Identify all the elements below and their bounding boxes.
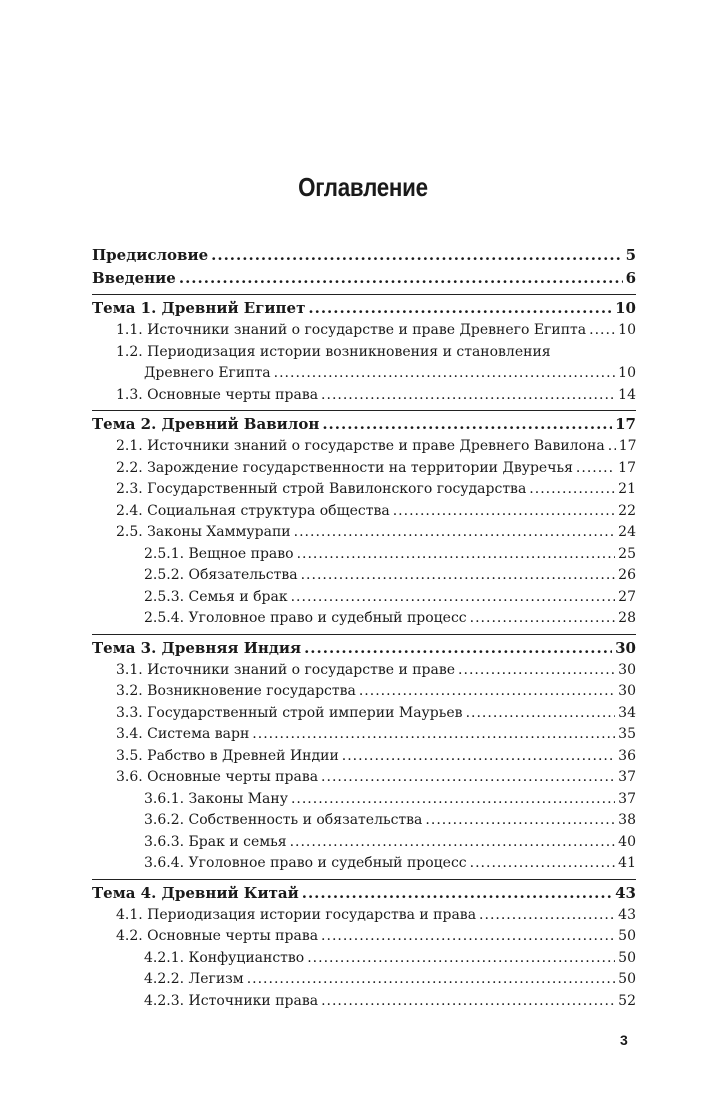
toc-entry-label: 4.2.2. Легизм — [144, 971, 244, 987]
toc-entry-topic-4[interactable] — [92, 882, 636, 905]
toc-entry-2-5-4[interactable] — [92, 608, 636, 630]
toc-entry-preface[interactable] — [92, 244, 636, 267]
dot-leader — [179, 267, 623, 290]
toc-entry-page: 50 — [618, 949, 636, 966]
dot-leader — [425, 810, 615, 832]
dot-leader — [470, 853, 616, 875]
toc-entry-label: Древнего Египта — [144, 365, 271, 381]
page-number: 3 — [620, 1032, 628, 1048]
dot-leader — [294, 522, 616, 544]
toc-entry-page: 10 — [618, 365, 636, 381]
toc-entry-page: 38 — [618, 812, 636, 828]
toc-entry-label: 4.1. Периодизация истории государства и права — [116, 906, 477, 923]
toc-entry-3-1[interactable] — [92, 660, 636, 682]
toc-entry-page: 17 — [615, 415, 636, 433]
toc-entry-4-2[interactable] — [92, 926, 636, 948]
toc-entry-page: 36 — [618, 747, 636, 764]
toc-entry-1-3[interactable] — [92, 385, 636, 407]
toc-entry-3-6-2[interactable] — [92, 810, 636, 832]
toc-entry-3-6[interactable] — [92, 767, 636, 789]
toc-entry-4-2-1[interactable] — [92, 948, 636, 970]
toc-entry-page: 43 — [618, 906, 636, 923]
dot-leader — [393, 501, 615, 523]
dot-leader — [359, 681, 615, 703]
dot-leader — [576, 458, 615, 480]
toc-entry-label: 3.1. Источники знаний о государстве и праве — [116, 661, 456, 678]
toc-entry-label: 3.2. Возникновение государства — [116, 683, 356, 699]
toc-entry-label: Введение — [92, 269, 176, 287]
toc-entry-3-4[interactable] — [92, 724, 636, 746]
dot-leader — [321, 991, 615, 1013]
toc-entry-label: 2.5.4. Уголовное право и судебный процесс — [144, 610, 467, 626]
toc-entry-2-2[interactable] — [92, 458, 636, 480]
toc-entry-label: Тема 3. Древняя Индия — [92, 638, 302, 657]
toc-entry-page: 24 — [618, 524, 636, 540]
toc-entry-1-2-continued[interactable] — [92, 363, 636, 385]
toc-entry-page: 27 — [618, 588, 636, 605]
toc-entry-page: 34 — [618, 704, 636, 721]
toc-entry-label: 2.1. Источники знаний о государстве и праве Древнего Вавилона — [116, 438, 605, 454]
toc-entry-page: 17 — [618, 438, 637, 454]
toc-entry-label: 3.6.1. Законы Ману — [144, 790, 288, 807]
dot-leader — [297, 544, 616, 566]
toc-entry-page: 22 — [618, 502, 636, 519]
dot-leader — [529, 479, 615, 501]
dot-leader — [307, 948, 615, 970]
toc-entry-label: 1.2. Периодизация истории возникновения и становления — [116, 343, 551, 360]
toc-entry-1-2[interactable] — [92, 342, 636, 364]
toc-entry-page: 37 — [618, 769, 636, 785]
dot-leader — [211, 244, 622, 267]
toc-entry-2-3[interactable] — [92, 479, 636, 501]
toc-front-matter — [92, 244, 636, 290]
dot-leader — [458, 660, 615, 682]
toc-entry-page: 41 — [618, 855, 636, 871]
toc-entry-label: 3.6.4. Уголовное право и судебный процесс — [144, 855, 467, 871]
toc-entry-2-1[interactable] — [92, 436, 636, 458]
dot-leader — [466, 703, 616, 725]
dot-leader — [342, 746, 615, 768]
toc-entry-2-4[interactable] — [92, 501, 636, 523]
toc-section-topic-3 — [92, 634, 636, 875]
toc-entry-page: 30 — [618, 683, 636, 699]
dot-leader — [301, 565, 616, 587]
toc-entry-label: 3.5. Рабство в Древней Индии — [116, 747, 339, 764]
toc-entry-page: 10 — [615, 299, 636, 317]
toc-entry-2-5-1[interactable] — [92, 544, 636, 566]
toc-entry-4-2-2[interactable] — [92, 969, 636, 991]
toc-entry-intro[interactable] — [92, 267, 636, 290]
toc-entry-label: 3.6.3. Брак и семья — [144, 833, 287, 850]
dot-leader — [291, 789, 615, 811]
toc-entry-label: Предисловие — [92, 246, 209, 264]
toc-entry-page: 35 — [618, 726, 636, 742]
dot-leader — [291, 587, 616, 609]
toc-entry-page: 21 — [618, 481, 636, 497]
toc-entry-page: 6 — [625, 269, 636, 287]
toc-entry-label: 2.5.2. Обязательства — [144, 567, 298, 583]
dot-leader — [322, 413, 612, 436]
toc-entry-3-6-1[interactable] — [92, 789, 636, 811]
toc-section-topic-1 — [92, 294, 636, 406]
page-title: Оглавление — [298, 172, 428, 202]
toc-entry-4-2-3[interactable] — [92, 991, 636, 1013]
toc-entry-label: 2.2. Зарождение государственности на территории Двуречья — [116, 459, 573, 476]
dot-leader — [290, 832, 616, 854]
toc-entry-label: Тема 2. Древний Вавилон — [92, 415, 320, 433]
dot-leader — [302, 882, 612, 905]
dot-leader — [321, 926, 615, 948]
toc-entry-page: 30 — [615, 638, 636, 657]
toc-entry-label: 4.2.3. Источники права — [144, 992, 319, 1009]
toc-entry-label: 3.3. Государственный строй империи Маурьев — [116, 704, 463, 721]
toc-section-topic-4 — [92, 879, 636, 1013]
toc-entry-label: 2.3. Государственный строй Вавилонского государства — [116, 481, 527, 497]
toc-entry-label: 3.4. Система варн — [116, 726, 250, 742]
dot-leader — [274, 363, 616, 385]
toc-entry-label: Тема 1. Древний Египет — [92, 299, 306, 317]
toc-entry-2-5-2[interactable] — [92, 565, 636, 587]
toc-entry-label: 2.5.1. Вещное право — [144, 545, 294, 562]
toc-entry-label: 3.6.2. Собственность и обязательства — [144, 812, 423, 828]
toc-entry-3-6-3[interactable] — [92, 832, 636, 854]
toc-entry-2-5[interactable] — [92, 522, 636, 544]
toc-entry-label: 2.4. Социальная структура общества — [116, 502, 390, 519]
dot-leader — [608, 436, 616, 458]
toc-entry-1-1[interactable] — [92, 320, 636, 342]
toc-entry-page: 14 — [618, 386, 636, 403]
dot-leader — [304, 637, 612, 660]
toc-entry-3-6-4[interactable] — [92, 853, 636, 875]
toc-entry-topic-3[interactable] — [92, 637, 636, 660]
toc-entry-page: 37 — [618, 790, 636, 807]
toc-entry-label: Тема 4. Древний Китай — [92, 883, 299, 902]
toc-entry-page: 52 — [618, 992, 636, 1009]
toc-entry-page: 30 — [618, 661, 636, 678]
toc-entry-page: 40 — [618, 833, 636, 850]
dot-leader — [247, 969, 615, 991]
toc-entry-2-5-3[interactable] — [92, 587, 636, 609]
toc-entry-topic-2[interactable] — [92, 413, 636, 436]
toc-entry-page: 50 — [618, 928, 636, 944]
toc-entry-label: 4.2.1. Конфуцианство — [144, 949, 305, 966]
toc-entry-topic-1[interactable] — [92, 297, 636, 320]
toc-section-topic-2 — [92, 410, 636, 630]
dot-leader — [308, 297, 612, 320]
toc-entry-3-3[interactable] — [92, 703, 636, 725]
dot-leader — [321, 767, 615, 789]
toc-entry-label: 2.5. Законы Хаммурапи — [116, 524, 291, 540]
toc-entry-page: 43 — [615, 883, 636, 902]
dot-leader — [321, 385, 615, 407]
toc-entry-page: 17 — [618, 459, 636, 476]
toc-entry-label: 4.2. Основные черты права — [116, 928, 319, 944]
toc-entry-label: 2.5.3. Семья и брак — [144, 588, 288, 605]
toc-entry-page: 26 — [618, 567, 636, 583]
toc-entry-3-5[interactable] — [92, 746, 636, 768]
toc-entry-page: 50 — [618, 971, 636, 987]
toc-entry-label: 1.3. Основные черты права — [116, 386, 319, 403]
toc-entry-page: 28 — [618, 610, 636, 626]
toc-entry-page: 5 — [625, 246, 636, 264]
dot-leader — [479, 905, 615, 927]
toc-entry-page: 10 — [618, 322, 636, 338]
table-of-contents — [92, 244, 636, 1012]
dot-leader — [589, 320, 615, 342]
dot-leader — [252, 724, 615, 746]
dot-leader — [470, 608, 616, 630]
toc-entry-label: 1.1. Источники знаний о государстве и праве Древнего Египта — [116, 322, 587, 338]
toc-entry-page: 25 — [618, 545, 636, 562]
toc-entry-label: 3.6. Основные черты права — [116, 769, 319, 785]
toc-entry-4-1[interactable] — [92, 905, 636, 927]
toc-entry-3-2[interactable] — [92, 681, 636, 703]
